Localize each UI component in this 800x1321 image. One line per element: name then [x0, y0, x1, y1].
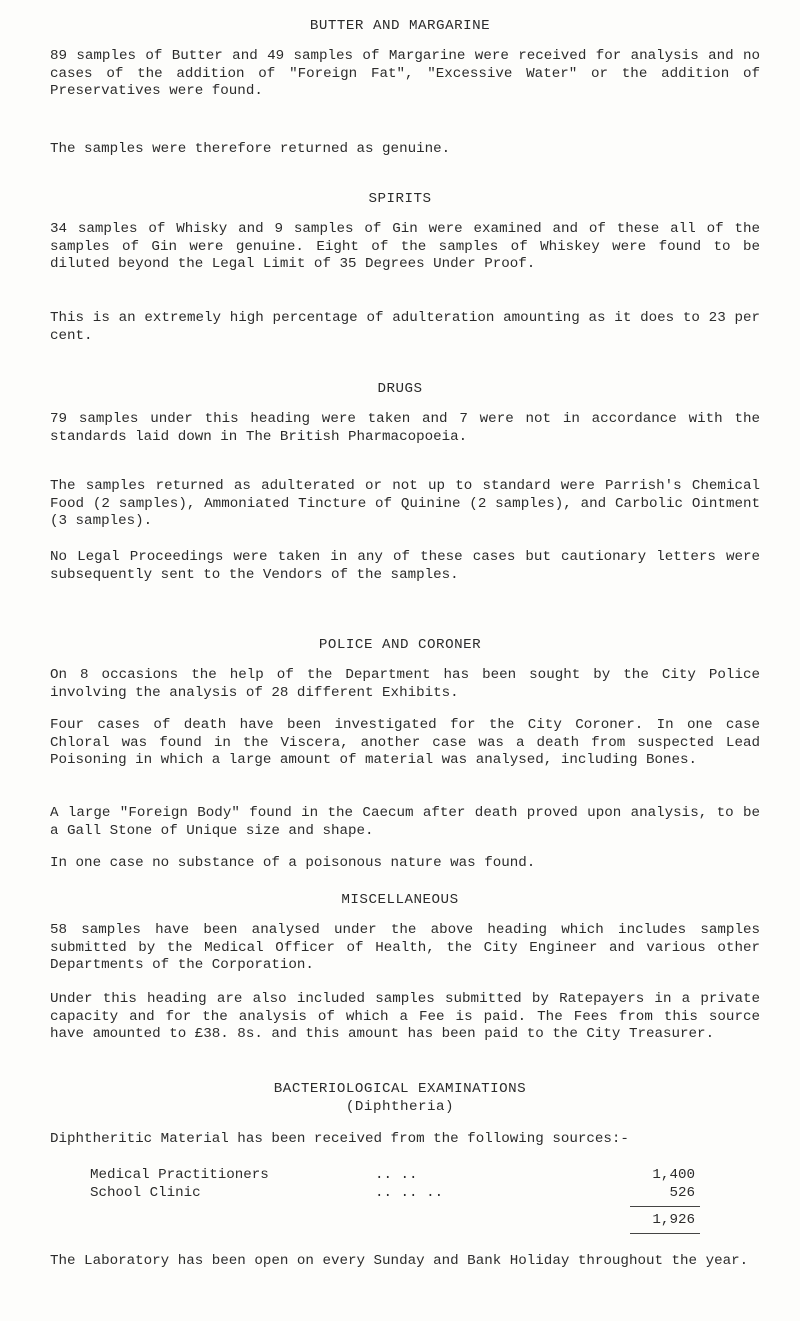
closing-paragraph: The Laboratory has been open on every Sunday and Bank Holiday throughout the year. — [50, 1253, 749, 1269]
drugs-heading: DRUGS — [377, 381, 423, 397]
misc-heading: MISCELLANEOUS — [341, 892, 459, 908]
source-label: School Clinic — [90, 1185, 201, 1201]
source-count: 1,400 — [652, 1167, 695, 1183]
drugs-paragraph-2: The samples returned as adulterated or not up to standard were Parrish's Chemical Food (2 samples), Ammoniated Tincture of Quinine (2 samples), and Carbolic Ointment (3 samples). — [50, 478, 760, 529]
bacteriological-heading: BACTERIOLOGICAL EXAMINATIONS — [273, 1081, 527, 1097]
total-count: 1,926 — [652, 1212, 695, 1228]
source-leader-dots: .. .. .. — [375, 1185, 444, 1201]
spirits-paragraph-1: 34 samples of Whisky and 9 samples of Gin were examined and of these all of the samples of Gin were genuine. Eight of the samples of Whiskey were found to be diluted beyond the Legal Limit of 35 Degrees Under Proof. — [50, 221, 760, 272]
police-heading: POLICE AND CORONER — [318, 637, 482, 653]
bacteriological-intro: Diphtheritic Material has been received from the following sources:- — [50, 1131, 629, 1147]
drugs-paragraph-3: No Legal Proceedings were taken in any of these cases but cautionary letters were subsequently sent to the Vendors of the samples. — [50, 549, 760, 583]
sources-row — [50, 1185, 760, 1203]
misc-paragraph-1: 58 samples have been analysed under the above heading which includes samples submitted by the Medical Officer of Health, the City Engineer and various other Departments of the Corporation. — [50, 922, 760, 973]
spirits-paragraph-2: This is an extremely high percentage of adulteration amounting as it does to 23 per cent. — [50, 310, 760, 344]
source-label: Medical Practitioners — [90, 1167, 269, 1183]
police-paragraph-4: In one case no substance of a poisonous nature was found. — [50, 855, 536, 871]
total-rule — [630, 1206, 700, 1207]
drugs-paragraph-1: 79 samples under this heading were taken and 7 were not in accordance with the standards laid down in The British Pharmacopoeia. — [50, 411, 760, 445]
source-count: 526 — [669, 1185, 695, 1201]
police-paragraph-3: A large "Foreign Body" found in the Caecum after death proved upon analysis, to be a Gall Stone of Unique size and shape. — [50, 805, 760, 839]
misc-paragraph-2: Under this heading are also included samples submitted by Ratepayers in a private capacity and for the analysis of which a Fee is paid. The Fees from this source have amounted to £38. 8s. and this amount has been paid to the City Treasurer. — [50, 991, 760, 1042]
spirits-heading: SPIRITS — [368, 191, 432, 207]
total-row — [50, 1212, 760, 1230]
butter-paragraph-2: The samples were therefore returned as genuine. — [50, 141, 451, 157]
police-paragraph-2: Four cases of death have been investigated for the City Coroner. In one case Chloral was found in the Viscera, another case was a death from suspected Lead Poisoning in which a large amount of material was analysed, including Bones. — [50, 717, 760, 768]
police-paragraph-1: On 8 occasions the help of the Department has been sought by the City Police involving the analysis of 28 different Exhibits. — [50, 667, 760, 701]
sources-row — [50, 1167, 760, 1185]
bacteriological-subheading: (Diphtheria) — [345, 1099, 455, 1115]
butter-heading: BUTTER AND MARGARINE — [309, 18, 491, 34]
source-leader-dots: .. .. — [375, 1167, 418, 1183]
total-double-rule — [630, 1233, 700, 1234]
butter-paragraph-1: 89 samples of Butter and 49 samples of Margarine were received for analysis and no cases of the addition of "Foreign Fat", "Excessive Water" or the addition of Preservatives were found. — [50, 48, 760, 99]
